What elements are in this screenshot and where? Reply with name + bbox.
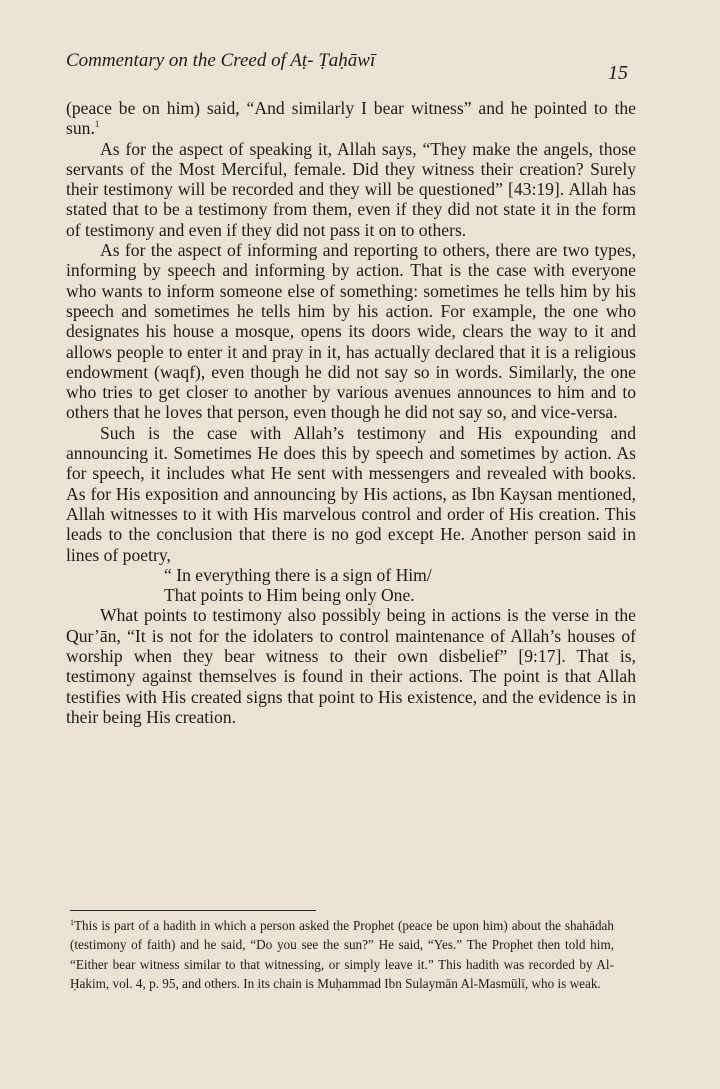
footnote-marker: 1: [70, 918, 74, 927]
paragraph-1: [66, 98, 636, 139]
footnote-text: This is part of a hadith in which a person asked the Prophet (peace be upon him) about the shahādah (testimony of faith) and he said, “Do you see the sun?” He said, “Yes.” The Prophet then told him, “Either bear witness similar to that witnessing, or simply leave it.” This hadith was recorded by Al-Ḥakim, vol. 4, p. 95, and others. In its chain is Muḥammad Ibn Sulaymān Al-Masmūlī, who is weak.: [70, 918, 614, 992]
running-head: Commentary on the Creed of Aṭ- Ṭaḥāwī: [66, 50, 376, 71]
verse-line-2: That points to Him being only One.: [164, 585, 415, 606]
footnote-divider: [70, 910, 316, 911]
footnote: [70, 916, 614, 994]
paragraph-4: Such is the case with Allah’s testimony and His expounding and announcing it. Sometimes He does this by speech and sometimes by action. As for speech, it includes what He sent with messengers and revealed with books. As for His exposition and announcing by His actions, as Ibn Kaysan mentioned, Allah witnesses to it with His marvelous control and order of His creation. This leads to the conclusion that there is no god except He. Another person said in lines of poetry,: [66, 422, 636, 565]
page-header: [66, 46, 628, 86]
footnote-reference: 1: [94, 119, 100, 130]
body-text: [66, 98, 636, 727]
paragraph-1-text: (peace be on him) said, “And similarly I bear witness” and he pointed to the sun.: [66, 98, 636, 139]
verse-line-1: “ In everything there is a sign of Him/: [164, 564, 432, 585]
page-number: 15: [608, 62, 628, 84]
paragraph-2: As for the aspect of speaking it, Allah says, “They make the angels, those servants of the Most Merciful, female. Did they witness their creation? Surely their testimony will be recorded and they will be questioned” [43:19]. Allah has stated that to be a testimony from them, even if they did not state it in the form of testimony and even if they did not pass it on to others.: [66, 138, 636, 240]
paragraph-5: What points to testimony also possibly being in actions is the verse in the Qur’ān, “It is not for the idolaters to control maintenance of Allah’s houses of worship when they bear witness to their own disbelief” [9:17]. That is, testimony against themselves is found in their actions. The point is that Allah testifies with His created signs that point to His existence, and the evidence is in their being His creation.: [66, 605, 636, 727]
paragraph-3: As for the aspect of informing and reporting to others, there are two types, informing by speech and informing by action. That is the case with everyone who wants to inform someone else of something: sometimes he tells him by his speech and sometimes he tells him by his action. For example, the one who designates his house a mosque, opens its doors wide, clears the way to it and allows people to enter it and pray in it, has actually declared that it is a religious endowment (waqf), even though he did not say so in words. Similarly, the one who tries to get closer to another by various avenues announces to him and to others that he loves that person, even though he did not say so, and vice-versa.: [66, 240, 636, 423]
